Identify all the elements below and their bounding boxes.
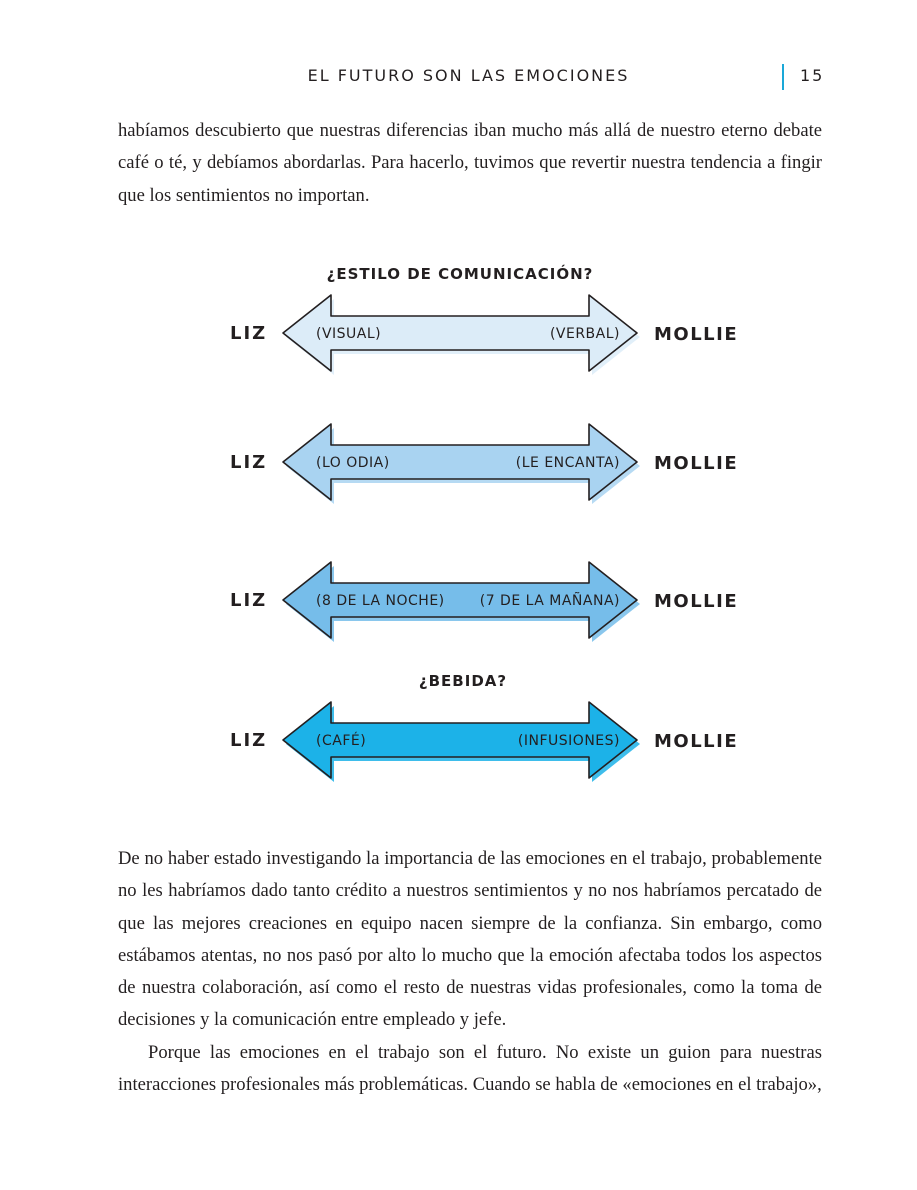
paragraph: Porque las emociones en el trabajo son el futuro. No existe un guion para nuestras interacciones profesionales más problemáticas. Cuando se habla de «emociones en el trabajo»,: [118, 1041, 822, 1096]
header-divider: [782, 64, 784, 90]
bottom-text-block: [118, 843, 822, 1101]
arrow-diagram: [0, 240, 917, 820]
running-title: EL FUTURO SON LAS EMOCIONES: [307, 66, 630, 85]
running-header: [0, 66, 917, 90]
left-value-label: (8 DE LA NOCHE): [316, 593, 445, 609]
left-value-label: (LO ODIA): [316, 455, 390, 471]
arrow-caption: ¿BEBIDA?: [418, 672, 508, 690]
left-value-label: (CAFÉ): [316, 733, 367, 749]
right-value-label: (LE ENCANTA): [515, 455, 620, 471]
paragraph: habíamos descubierto que nuestras diferencias iban mucho más allá de nuestro eterno debate café o té, y debíamos abordarlas. Para hacerlo, tuvimos que revertir nuestra tendencia a fingir que los sentimientos no importan.: [118, 120, 822, 206]
right-person-label: MOLLIE: [654, 731, 739, 752]
left-person-label: LIZ: [230, 323, 268, 344]
right-person-label: MOLLIE: [654, 324, 739, 345]
right-value-label: (INFUSIONES): [517, 733, 620, 749]
comparison-figure: [0, 240, 917, 820]
left-value-label: (VISUAL): [316, 326, 382, 342]
right-value-label: (VERBAL): [549, 326, 620, 342]
right-person-label: MOLLIE: [654, 591, 739, 612]
page-number: 15: [800, 66, 825, 85]
left-person-label: LIZ: [230, 730, 268, 751]
right-value-label: (7 DE LA MAÑANA): [479, 593, 620, 609]
arrow-caption: ¿ESTILO DE COMUNICACIÓN?: [326, 265, 594, 283]
top-text-block: [118, 115, 822, 212]
paragraph: De no haber estado investigando la importancia de las emociones en el trabajo, probablemente no les habríamos dado tanto crédito a nuestros sentimientos y no nos habríamos percatado de que las mejores creaciones en equipo nacen siempre de la confianza. Sin embargo, como estábamos atentas, no nos pasó por alto lo mucho que la emoción afectaba todos los aspectos de nuestra colaboración, así como el resto de nuestras vidas profesionales, como la toma de decisiones y la comunicación entre empleado y jefe.: [118, 848, 822, 1031]
right-person-label: MOLLIE: [654, 453, 739, 474]
left-person-label: LIZ: [230, 590, 268, 611]
left-person-label: LIZ: [230, 452, 268, 473]
